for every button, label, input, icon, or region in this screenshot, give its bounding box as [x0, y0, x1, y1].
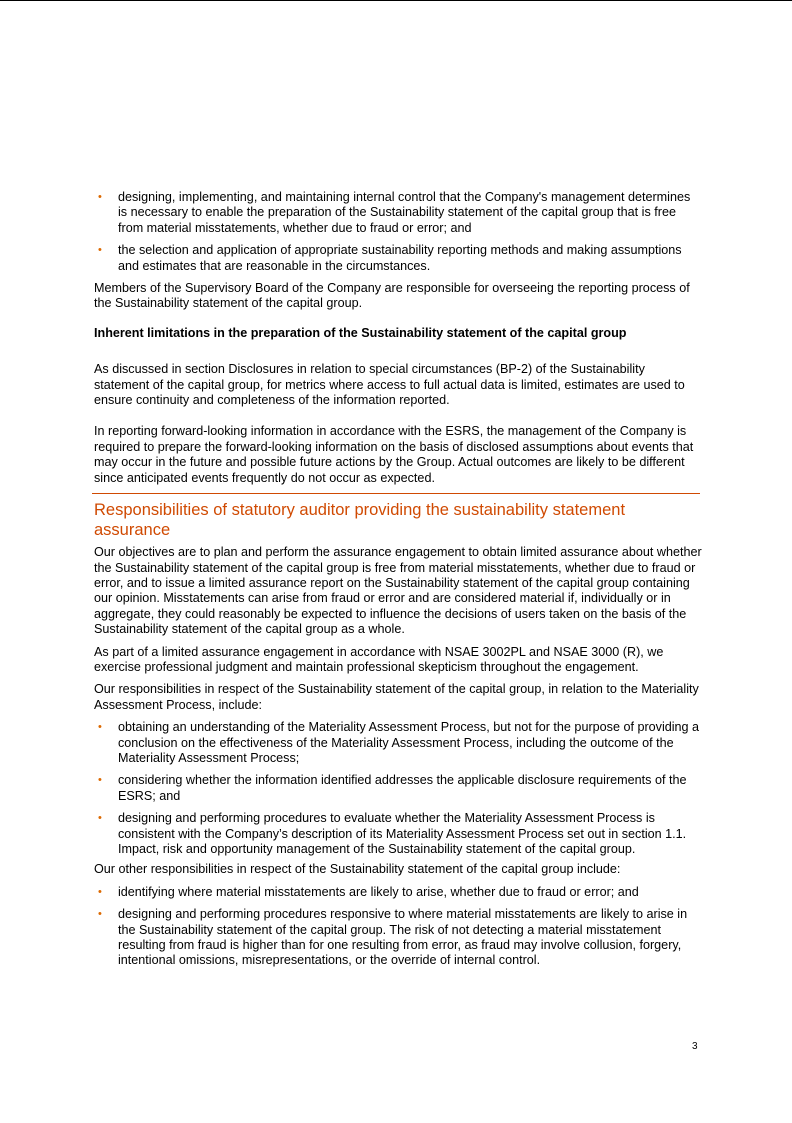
- bullet-icon: •: [98, 244, 102, 257]
- page-number: 3: [692, 1041, 698, 1052]
- top-border: [0, 0, 792, 1]
- bullet-icon: •: [98, 812, 102, 825]
- section-title: Responsibilities of statutory auditor providing the sustainability statement assurance: [94, 501, 626, 540]
- bullet-icon: •: [98, 908, 102, 921]
- page-body: [94, 190, 702, 969]
- list-item: [94, 243, 702, 274]
- list-item: [94, 773, 702, 804]
- bullet-list-top: [94, 190, 702, 274]
- list-item-text: designing and performing procedures responsive to where material misstatements are likely to arise in the Sustainability statement of the capital group. The risk of not detecting a material misstatement resulting from fraud is higher than for one resulting from error, as fraud may involve collusion, forgery, intentional omissions, misrepresentations, or the override of internal control.: [118, 907, 688, 968]
- paragraph-limitations-forward-looking: In reporting forward-looking information in accordance with the ESRS, the management of the Company is required to prepare the forward-looking information on the basis of disclosed assumptions about events that may occur in the future and possible future actions by the Group. Actual outcomes are likely to be different since anticipated events frequently do not occur as expected.: [94, 424, 694, 485]
- list-item: [94, 720, 702, 766]
- list-item: [94, 190, 702, 236]
- paragraph-other-intro: Our other responsibilities in respect of the Sustainability statement of the capital group include:: [94, 862, 621, 877]
- paragraph-materiality-intro: Our responsibilities in respect of the Sustainability statement of the capital group, in relation to the Materiality Assessment Process, include:: [94, 682, 699, 712]
- list-item-text: designing, implementing, and maintaining internal control that the Company's management determines is necessary to enable the preparation of the Sustainability statement of the capital group that is free from material misstatements, whether due to fraud or error; and: [118, 190, 691, 235]
- paragraph-objectives: Our objectives are to plan and perform the assurance engagement to obtain limited assurance about whether the Sustainability statement of the capital group is free from material misstatements, whether due to fraud or error, and to issue a limited assurance report on the Sustainability statement of the capital group containing our opinion. Misstatements can arise from fraud or error and are considered material if, individually or in aggregate, they could reasonably be expected to influence the decisions of users taken on the basis of the Sustainability statement of the capital group as a whole.: [94, 545, 702, 637]
- list-item-text: considering whether the information identified addresses the applicable disclosure requirements of the ESRS; and: [118, 773, 687, 803]
- paragraph-limitations-estimates: As discussed in section Disclosures in relation to special circumstances (BP-2) of the Sustainability statement of the capital group, for metrics where access to full actual data is limited, estimates are used to ensure continuity and completeness of the information reported.: [94, 362, 685, 408]
- list-item: [94, 811, 702, 857]
- paragraph-supervisory: Members of the Supervisory Board of the Company are responsible for overseeing the reporting process of the Sustainability statement of the capital group.: [94, 281, 690, 311]
- list-item: [94, 885, 702, 900]
- bullet-list-other: [94, 885, 702, 969]
- bullet-icon: •: [98, 885, 102, 898]
- section-divider: [92, 493, 700, 494]
- list-item-text: obtaining an understanding of the Materiality Assessment Process, but not for the purpose of providing a conclusion on the effectiveness of the Materiality Assessment Process, including the outcome of the Materiality Assessment Process;: [118, 720, 700, 765]
- bullet-icon: •: [98, 721, 102, 734]
- bullet-list-materiality: [94, 720, 702, 857]
- paragraph-nsae: As part of a limited assurance engagement in accordance with NSAE 3002PL and NSAE 3000 (R), we exercise professional judgment and maintain professional skepticism throughout the engagement.: [94, 644, 664, 674]
- list-item-text: designing and performing procedures to evaluate whether the Materiality Assessment Process is consistent with the Company’s description of its Materiality Assessment Process set out in section 1.1. Impact, risk and opportunity management of the Sustainability statement of the capital group.: [118, 811, 687, 856]
- bullet-icon: •: [98, 191, 102, 203]
- list-item-text: identifying where material misstatements are likely to arise, whether due to fraud or error; and: [118, 884, 639, 899]
- list-item: [94, 907, 702, 969]
- list-item-text: the selection and application of appropriate sustainability reporting methods and making assumptions and estimates that are reasonable in the circumstances.: [118, 243, 682, 273]
- bullet-icon: •: [98, 774, 102, 787]
- heading-inherent-limitations: Inherent limitations in the preparation of the Sustainability statement of the capital group: [94, 325, 627, 340]
